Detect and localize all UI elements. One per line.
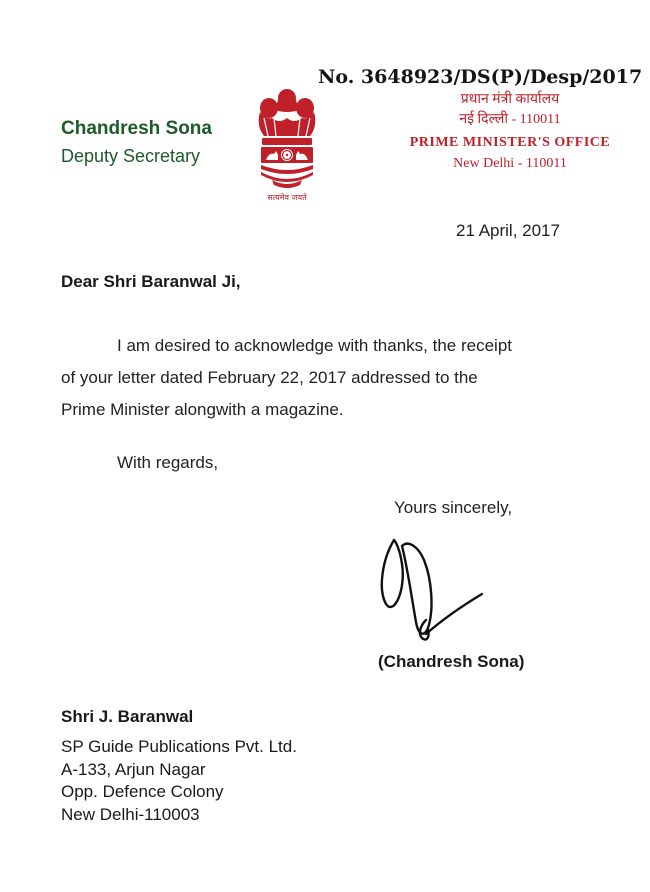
office-city-english: New Delhi - 110011 [453, 156, 567, 171]
office-name-english: PRIME MINISTER'S OFFICE [409, 135, 611, 150]
letter-body [61, 330, 579, 426]
sender-name: Chandresh Sona [61, 118, 212, 139]
office-name-hindi: प्रधान मंत्री कार्यालय [460, 92, 560, 107]
regards: With regards, [117, 453, 219, 472]
handwritten-signature [372, 530, 492, 648]
emblem-motto: सत्यमेव जयते [267, 193, 307, 202]
office-letterhead [400, 90, 620, 174]
body-line: of your letter dated February 22, 2017 addressed to the [61, 368, 478, 387]
reference-number: No. 3648923/DS(P)/Desp/2017 [318, 66, 643, 88]
body-line: I am desired to acknowledge with thanks, the receipt [117, 336, 512, 355]
address-line: New Delhi-110003 [61, 804, 200, 824]
office-city-hindi: नई दिल्ली - 110011 [459, 112, 561, 127]
sender-title: Deputy Secretary [61, 146, 201, 166]
recipient-name: Shri J. Baranwal [61, 707, 194, 726]
address-line: Opp. Defence Colony [61, 782, 224, 801]
body-line: Prime Minister alongwith a magazine. [61, 400, 344, 419]
address-line: A-133, Arjun Nagar [61, 759, 206, 779]
salutation: Dear Shri Baranwal Ji, [61, 272, 241, 291]
closing: Yours sincerely, [394, 498, 513, 517]
signatory-name: (Chandresh Sona) [378, 652, 525, 671]
recipient-address [61, 736, 297, 826]
letter-date: 21 April, 2017 [456, 221, 560, 240]
address-line: SP Guide Publications Pvt. Ltd. [61, 737, 297, 756]
national-emblem-icon [252, 88, 322, 206]
